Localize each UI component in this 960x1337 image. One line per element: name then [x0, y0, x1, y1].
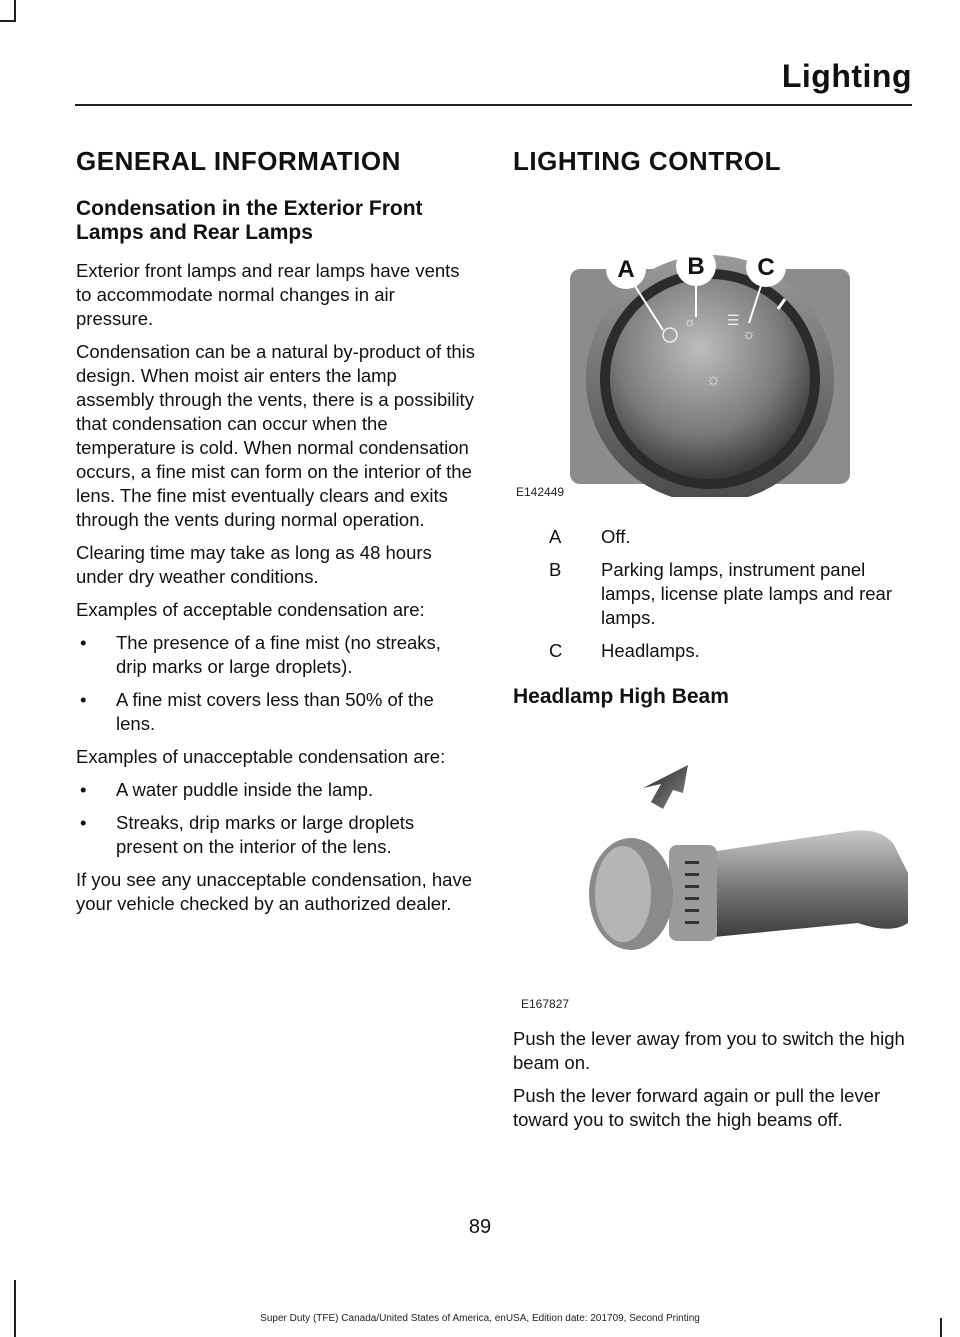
multifunction-lever-illustration — [513, 723, 913, 1015]
legend-text: Parking lamps, instrument panel lamps, license plate lamps and rear lamps. — [601, 559, 893, 628]
paragraph: Push the lever away from you to switch the high beam on. — [513, 1028, 905, 1073]
paragraph: Examples of unacceptable condensation are: — [76, 746, 446, 767]
headlamp-icon: ☰ — [727, 312, 740, 328]
lighting-control-figure — [513, 197, 913, 497]
paragraph: Examples of acceptable condensation are: — [76, 599, 425, 620]
callout-legend — [513, 525, 913, 663]
parking-lamp-icon: ☼ — [684, 314, 696, 329]
paragraph: Exterior front lamps and rear lamps have vents to accommodate normal changes in air pressure. — [76, 260, 460, 329]
callout-a: A — [617, 256, 635, 283]
figure-code: E167827 — [521, 997, 570, 1011]
crop-mark — [14, 0, 16, 22]
header-rule — [75, 104, 912, 106]
acceptable-list — [76, 631, 476, 736]
callout-c: C — [757, 254, 775, 281]
headlamp-switch-illustration — [513, 197, 913, 497]
legend-key: B — [549, 559, 562, 580]
lever-end-face — [595, 846, 651, 942]
legend-key: A — [549, 526, 562, 547]
section-heading-lighting-control: LIGHTING CONTROL — [513, 146, 781, 176]
lever-stalk — [703, 830, 908, 938]
figure-code: E142449 — [516, 485, 565, 499]
crop-mark — [14, 1280, 16, 1337]
subheading-condensation: Condensation in the Exterior Front Lamps and Rear Lamps — [76, 197, 423, 244]
callout-b: B — [687, 253, 705, 280]
lever-knurled-ring — [669, 845, 717, 941]
crop-mark — [0, 20, 16, 22]
section-heading-general-information: GENERAL INFORMATION — [76, 146, 401, 176]
right-column — [513, 146, 913, 1141]
panel-dimmer-icon: ☼ — [705, 369, 722, 389]
unacceptable-list — [76, 778, 476, 859]
legend-row — [513, 639, 913, 663]
high-beam-figure — [513, 723, 913, 1015]
bullet-icon: • — [80, 689, 87, 710]
bullet-icon: • — [80, 779, 87, 800]
paragraph: Condensation can be a natural by-product of this design. When moist air enters the lamp assembly through the vents, there is a possibility that condensation can occur when the temperature is cold. When normal condensation occurs, a fine mist can form on the interior of the lens. The fine mist eventually clears and exits through the vents during normal operation. — [76, 341, 476, 530]
push-arrow-icon — [643, 765, 688, 809]
legend-text: Off. — [601, 526, 631, 547]
paragraph: Push the lever forward again or pull the lever toward you to switch the high beams off. — [513, 1085, 881, 1130]
list-item: • A water puddle inside the lamp. — [80, 779, 374, 800]
page-number: 89 — [468, 1216, 492, 1238]
legend-row — [513, 558, 913, 630]
legend-text: Headlamps. — [601, 640, 700, 661]
auto-lamp-icon: ☼ — [742, 326, 756, 343]
legend-key: C — [549, 640, 563, 661]
subheading-headlamp-high-beam: Headlamp High Beam — [513, 685, 729, 708]
list-item: • Streaks, drip marks or large droplets present on the interior of the lens. — [80, 812, 415, 857]
footer-edition: Super Duty (TFE) Canada/United States of America, enUSA, Edition date: 201709, Second Printing — [260, 1313, 700, 1324]
legend-row — [513, 525, 913, 549]
left-column — [76, 146, 476, 925]
list-item: • The presence of a fine mist (no streaks, drip marks or large droplets). — [80, 632, 441, 677]
list-item: • A fine mist covers less than 50% of the lens. — [80, 689, 434, 734]
bullet-icon: • — [80, 812, 87, 833]
paragraph: Clearing time may take as long as 48 hours under dry weather conditions. — [76, 542, 432, 587]
page-title: Lighting — [781, 58, 912, 94]
bullet-icon: • — [80, 632, 87, 653]
paragraph: If you see any unacceptable condensation, have your vehicle checked by an authorized dealer. — [76, 869, 472, 914]
